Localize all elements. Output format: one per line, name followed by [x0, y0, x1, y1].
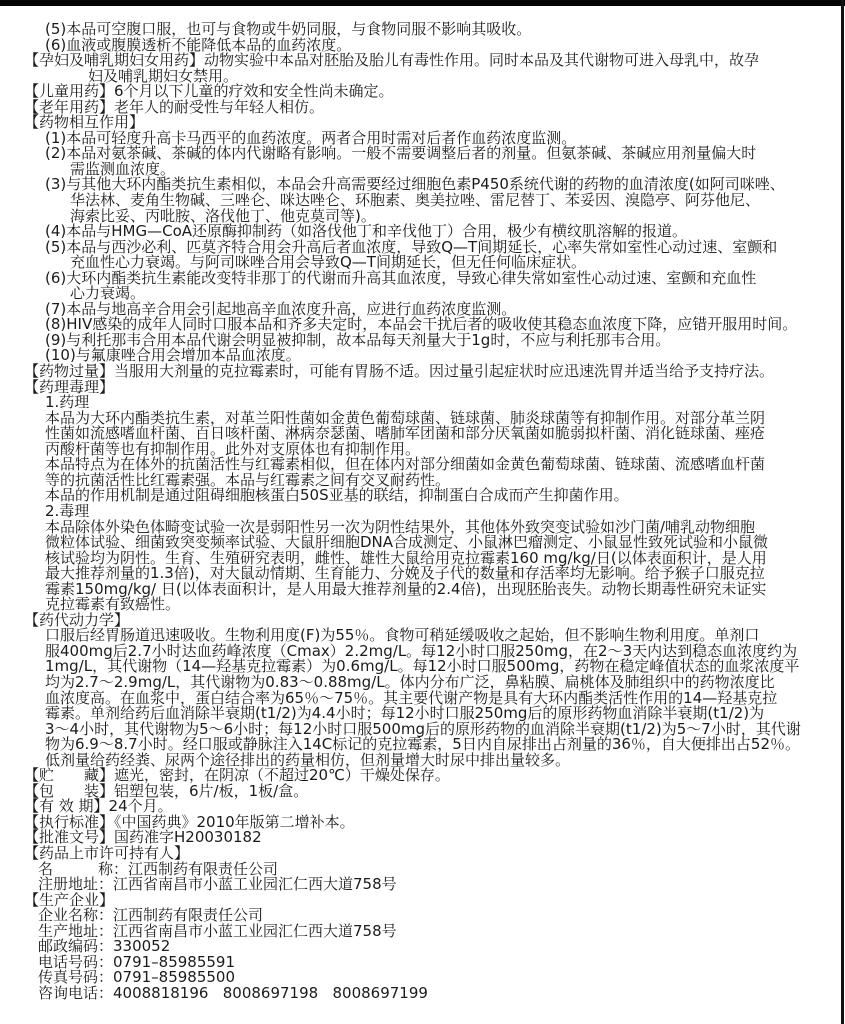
doc-line: 【药代动力学】: [24, 610, 130, 629]
doc-line: 心力衰竭。: [70, 284, 146, 303]
doc-line: 微粒体试验、细菌致突变频率试验、大鼠肝细胞DNA合成测定、小鼠淋巴瘤测定、小鼠显性致死试验和小鼠微: [45, 533, 769, 552]
doc-line: 传真号码：0791–85985500: [38, 968, 236, 987]
doc-line: 【孕妇及哺乳期妇女用药】动物实验中本品对胚胎及胎儿有毒性作用。同时本品及其代谢物可进入母乳中，故孕: [24, 51, 760, 70]
doc-line: 海索比妥、丙吡胺、洛伐他丁、他克莫司等)。: [70, 206, 376, 225]
doc-line: (5)本品可空腹口服，也可与食物或牛奶同服，与食物同服不影响其吸收。: [45, 20, 532, 38]
doc-line: 最大推荐剂量的1.3倍)，对大鼠动情期、生育能力、分娩及子代的数量和存活率均无影响。给予猴子口服克拉: [45, 564, 765, 583]
document-body: [0, 22, 840, 1001]
doc-line: (1)本品可轻度升高卡马西平的血药浓度。两者合用时需对后者作血药浓度监测。: [45, 128, 577, 147]
doc-line: (6)血液或腹膜透析不能降低本品的血药浓度。: [45, 35, 352, 54]
doc-line: (2)本品对氨茶碱、茶碱的体内代谢略有影响。一般不需要调整后者的剂量。但氨茶碱、茶碱应用剂量偏大时: [45, 144, 757, 163]
doc-line: 生产地址：江西省南昌市小蓝工业园汇仁西大道758号: [38, 921, 397, 940]
doc-line: (9)与利托那韦合用本品代谢会明显被抑制，故本品每天剂量大于1g时，不应与利托那韦合用。: [45, 330, 671, 349]
doc-line: 邮政编码：330052: [38, 937, 171, 956]
doc-line: 名 称：江西制药有限责任公司: [38, 859, 279, 878]
doc-line: (8)HIV感染的成年人同时口服本品和齐多夫定时，本品会干扰后者的吸收使其稳态血浓度下降，应错开服用时间。: [45, 315, 798, 334]
doc-line: 核试验均为阴性。生育、生殖研究表明，雌性、雄性大鼠给用克拉霉素160 mg/kg/日(以体表面积计，是人用: [45, 548, 767, 567]
doc-line: (4)本品与HMG—CoA还原酶抑制药（如洛伐他丁和辛伐他丁）合用，极少有横纹肌溶解的报道。: [45, 222, 688, 241]
scan-right-edge-line: [841, 0, 844, 1024]
doc-line: 3～4小时，其代谢物为5～6小时；每12小时口服500mg后的原形药物的血消除半衰期(t1/2)为5～7小时，其代谢: [45, 719, 801, 738]
doc-line: 【包 装】铝塑包装，6片/板，1板/盒。: [24, 781, 309, 800]
doc-line: 1mg/L，其代谢物（14—羟基克拉霉素）为0.6mg/L。每12小时口服500mg，药物在稳定峰值状态的血浆浓度平: [45, 657, 800, 676]
doc-line: 【有 效 期】24个月。: [24, 797, 173, 816]
doc-line: 口服后经胃肠道迅速吸收。生物利用度(F)为55％。食物可稍延缓吸收之起始，但不影响生物利用度。单剂口: [45, 626, 760, 645]
doc-line: 需监测血浓度。: [70, 159, 176, 178]
doc-line: (3)与其他大环内酯类抗生素相似，本品会升高需要经过细胞色素P450系统代谢的药物的血清浓度(如阿司咪唑、: [45, 175, 785, 194]
doc-line: (7)本品与地高辛合用会引起地高辛血浓度升高，应进行血药浓度监测。: [45, 299, 517, 318]
doc-line: 电话号码：0791–85985591: [38, 952, 236, 971]
doc-line: 【批准文号】国药准字H20030182: [24, 828, 262, 847]
doc-line: 【药物过量】当服用大剂量的克拉霉素时，可能有胃肠不适。因过量引起症状时应迅速洗胃并适当给予支持疗法。: [24, 362, 775, 381]
doc-line: 本品的作用机制是通过阻碍细胞核蛋白50S亚基的联结，抑制蛋白合成而产生抑菌作用。: [45, 486, 629, 505]
doc-line: 【药理毒理】: [24, 377, 115, 396]
doc-line: 物为6.9～8.7小时。经口服或静脉注入14C标记的克拉霉素，5日内自尿排出占剂量的36％，自大便排出占52％。: [45, 735, 800, 754]
doc-line: 霉素150mg/kg/ 日(以体表面积计，是人用最大推荐剂量的2.4倍)，出现胚胎丧失。动物长期毒性研究未证实: [45, 579, 767, 598]
doc-line: 注册地址：江西省南昌市小蓝工业园汇仁西大道758号: [38, 875, 397, 894]
doc-line: 华法林、麦角生物碱、三唑仑、咪达唑仑、环胞素、奥美拉唑、雷尼替丁、苯妥因、溴隐亭、阿芬他尼、: [70, 191, 761, 210]
doc-line: (6)大环内酯类抗生素能改变特非那丁的代谢而升高其血浓度，导致心律失常如室性心动过速、室颤和充血性: [45, 268, 757, 287]
doc-line: 【贮 藏】遮光，密封，在阴凉（不超过20℃）干燥处保存。: [24, 766, 450, 785]
scan-top-bar: [0, 0, 845, 6]
doc-line: 克拉霉素有致癌性。: [45, 595, 181, 614]
doc-line: 低剂量给药经粪、尿两个途径排出的药量相仿，但剂量增大时尿中排出量较多。: [45, 750, 571, 769]
doc-line: 服400mg后2.7小时达血药峰浓度（Cmax）2.2mg/L。每12小时口服250mg，在2～3天内达到稳态血浓度约为: [45, 641, 798, 660]
doc-line: 企业名称：江西制药有限责任公司: [38, 906, 264, 925]
doc-line: 霉素。单剂给药后血消除半衰期(t1/2)为4.4小时；每12小时口服250mg后的原形药物血消除半衰期(t1/2)为: [45, 704, 765, 723]
doc-line: 【药物相互作用】: [24, 113, 145, 132]
doc-line: 丙酸杆菌等也有抑制作用。此外对支原体也有抑制作用。: [45, 439, 421, 458]
doc-line: 均为2.7～2.9mg/L，其代谢物为0.83～0.88mg/L。体内分布广泛，鼻粘膜、扁桃体及肺组织中的药物浓度比: [45, 672, 775, 691]
doc-line: 【老年用药】老年人的耐受性与年轻人相仿。: [24, 97, 325, 116]
doc-line: (5)本品与西沙必利、匹莫齐特合用会升高后者血浓度，导致Q—T间期延长，心率失常如室性心动过速、室颤和: [45, 237, 778, 256]
doc-line: 【生产企业】: [24, 890, 115, 909]
doc-line: 咨询电话：4008818196 8008697198 8008697199: [38, 983, 428, 1002]
doc-line: (10)与氟康唑合用会增加本品血浓度。: [45, 346, 301, 365]
doc-line: 【药品上市许可持有人】: [24, 843, 190, 862]
doc-line: 【儿童用药】6个月以下儿童的疗效和安全性尚未确定。: [24, 82, 394, 101]
doc-line: 等的抗菌活性比红霉素强。本品与红霉素之间有交叉耐药性。: [45, 470, 451, 489]
doc-line: 充血性心力衰竭。与阿司咪唑合用会导致Q—T间期延长，但无任何临床症状。: [70, 253, 586, 272]
doc-line: 本品除体外染色体畸变试验一次是弱阳性另一次为阴性结果外，其他体外致突变试验如沙门菌/哺乳动物细胞: [45, 517, 756, 536]
doc-line: 本品特点为在体外的抗菌活性与红霉素相似，但在体内对部分细菌如金黄色葡萄球菌、链球菌、流感嗜血杆菌: [45, 455, 766, 474]
doc-line: 1.药理: [45, 393, 90, 412]
doc-line: 血浓度高。在血浆中，蛋白结合率为65％～75％。其主要代谢产物是具有大环内酯类活性作用的14—羟基克拉: [45, 688, 778, 707]
doc-line: 妇及哺乳期妇女禁用。: [88, 66, 239, 85]
doc-line: 【执行标准】《中国药典》2010年版第二增补本。: [24, 812, 355, 831]
doc-line: 2.毒理: [45, 501, 90, 520]
doc-line: 本品为大环内酯类抗生素，对革兰阳性菌如金黄色葡萄球菌、链球菌、肺炎球菌等有抑制作用。对部分革兰阴: [45, 408, 766, 427]
doc-line: 性菌如流感嗜血杆菌、百日咳杆菌、淋病奈瑟菌、嗜肺军团菌和部分厌氧菌如脆弱拟杆菌、消化链球菌、痤疮: [45, 424, 766, 443]
